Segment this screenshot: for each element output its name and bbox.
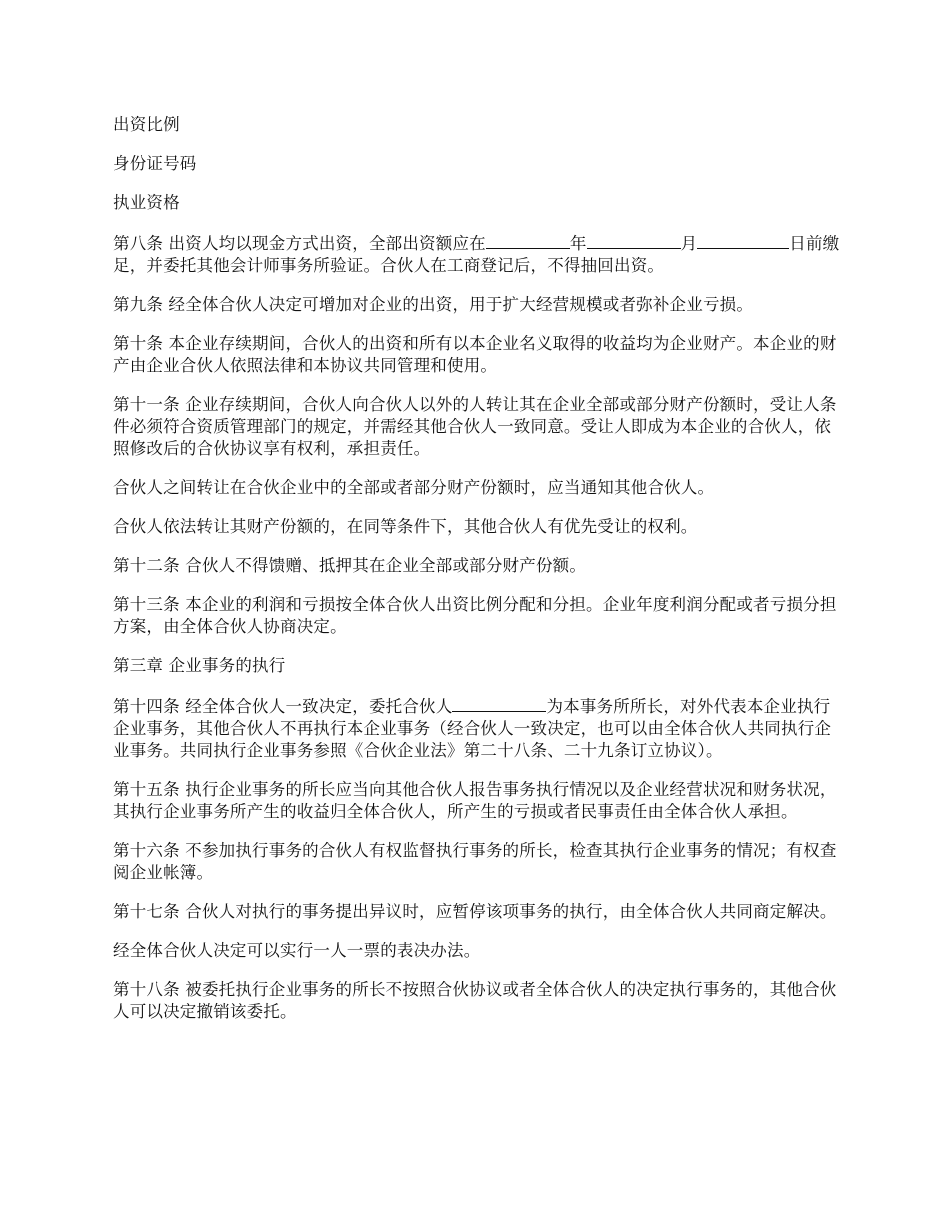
article-8-text-1: 第八条 出资人均以现金方式出资，全部出资额应在 — [113, 234, 486, 253]
article-17: 第十七条 合伙人对执行的事务提出异议时，应暂停该项事务的执行，由全体合伙人共同商定解决。 — [113, 902, 837, 921]
day-blank — [697, 231, 789, 249]
article-11: 第十一条 企业存续期间，合伙人向合伙人以外的人转让其在企业全部或部分财产份额时，受让人条件必须符合资质管理部门的规定，并需经其他合伙人一致同意。受让人即成为本企业的合伙人，依照修改后的合伙协议享有权利，承担责任。 — [113, 395, 837, 458]
month-blank — [587, 231, 681, 249]
field-label-qualification: 执业资格 — [113, 193, 180, 212]
article-9: 第九条 经全体合伙人决定可增加对企业的出资，用于扩大经营规模或者弥补企业亏损。 — [113, 295, 754, 314]
article-16: 第十六条 不参加执行事务的合伙人有权监督执行事务的所长，检查其执行企业事务的情况；有权查阅企业帐簿。 — [113, 841, 837, 882]
year-blank — [486, 231, 570, 249]
paragraph-transfer-notice: 合伙人之间转让在合伙企业中的全部或者部分财产份额时，应当通知其他合伙人。 — [113, 478, 715, 497]
partner-name-blank — [452, 694, 546, 712]
article-8 — [113, 231, 841, 277]
chapter-3-heading: 第三章 企业事务的执行 — [113, 656, 286, 675]
article-15: 第十五条 执行企业事务的所长应当向其他合伙人报告事务执行情况以及企业经营状况和财务状况，其执行企业事务所产生的收益归全体合伙人，所产生的亏损或者民事责任由全体合伙人承担。 — [113, 780, 837, 821]
field-label-id-number: 身份证号码 — [113, 154, 197, 173]
article-8-text-3: 月 — [680, 234, 698, 253]
article-13: 第十三条 本企业的利润和亏损按全体合伙人出资比例分配和分担。企业年度利润分配或者亏损分担方案，由全体合伙人协商决定。 — [113, 595, 837, 636]
field-label-contribution-ratio: 出资比例 — [113, 115, 180, 134]
article-12: 第十二条 合伙人不得馈赠、抵押其在企业全部或部分财产份额。 — [113, 556, 587, 575]
paragraph-priority-right: 合伙人依法转让其财产份额的，在同等条件下，其他合伙人有优先受让的权利。 — [113, 517, 698, 536]
article-18: 第十八条 被委托执行企业事务的所长不按照合伙协议或者全体合伙人的决定执行事务的，其他合伙人可以决定撤销该委托。 — [113, 980, 837, 1021]
article-14-text-1: 第十四条 经全体合伙人一致决定，委托合伙人 — [113, 697, 453, 716]
article-14 — [113, 694, 841, 762]
article-14-text-2: 为本事务所所长，对外代表本企业执行企业事务，其他合伙人不再执行本企业事务（经合伙人一致决定，也可以由全体合伙人共同执行企业事务。共同执行企业事务参照《合伙企业法》第二十八条、二十九条订立协议）。 — [113, 697, 832, 760]
paragraph-voting-method: 经全体合伙人决定可以实行一人一票的表决办法。 — [113, 941, 481, 960]
article-8-text-2: 年 — [569, 234, 587, 253]
article-10: 第十条 本企业存续期间，合伙人的出资和所有以本企业名义取得的收益均为企业财产。本企业的财产由企业合伙人依照法律和本协议共同管理和使用。 — [113, 334, 837, 375]
article-8-text-4: 日前缴足，并委托其他会计师事务所验证。合伙人在工商登记后，不得抽回出资。 — [113, 234, 840, 275]
document-page — [113, 114, 841, 1040]
